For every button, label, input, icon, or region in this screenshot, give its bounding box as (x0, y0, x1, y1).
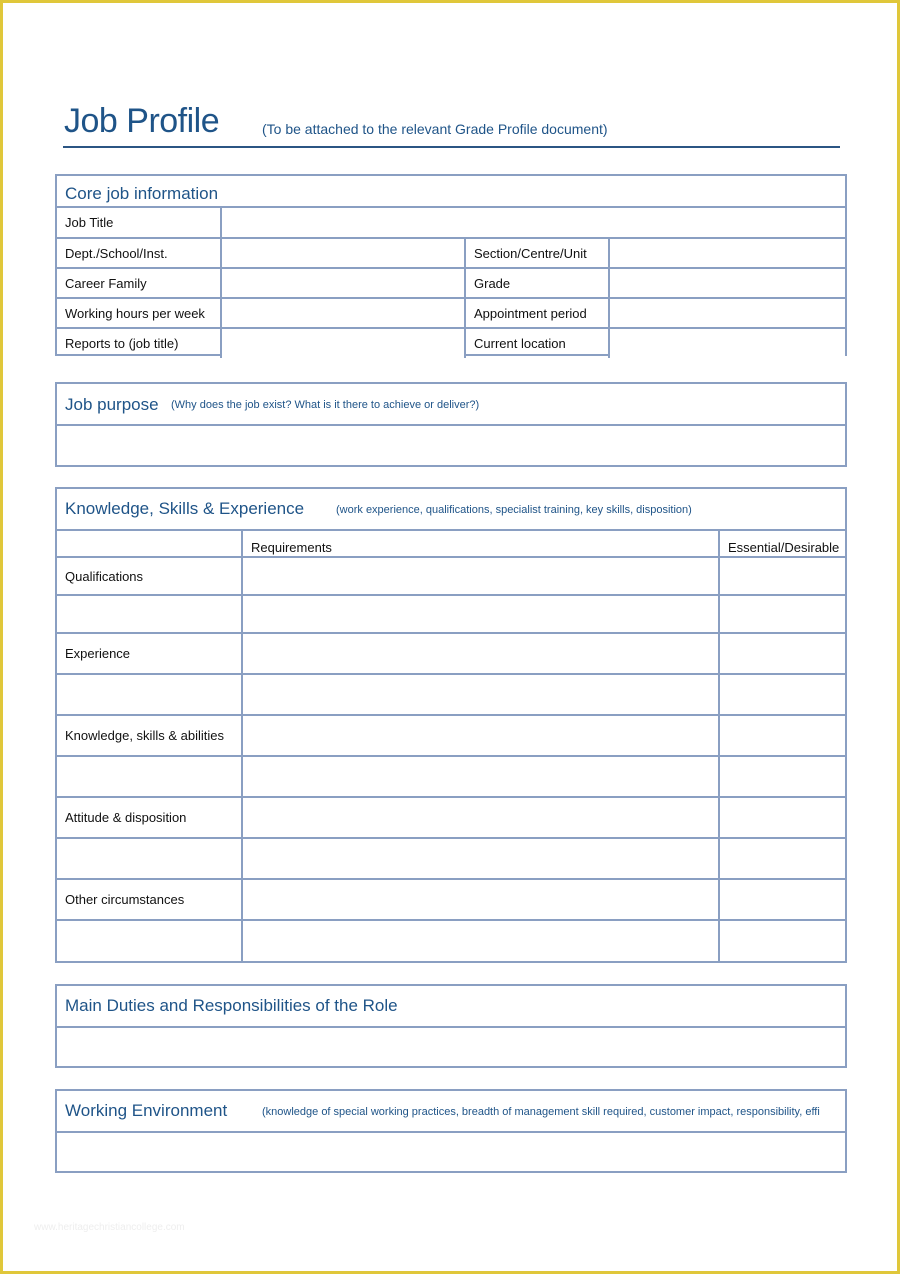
knowledge-extra-essential-field[interactable] (719, 756, 845, 797)
reports-to-label: Reports to (job title) (57, 328, 221, 358)
grade-label: Grade (465, 268, 609, 298)
working-environment-title: Working Environment (65, 1101, 228, 1120)
attitude-essential-field[interactable] (719, 797, 845, 838)
other-essential-field[interactable] (719, 879, 845, 920)
attitude-disposition-label: Attitude & disposition (57, 797, 242, 838)
grade-field[interactable] (609, 268, 845, 298)
column-header-essential-desirable: Essential/Desirable (719, 531, 845, 557)
qualifications-extra-essential-field[interactable] (719, 595, 845, 633)
column-header-empty (57, 531, 242, 557)
career-family-label: Career Family (57, 268, 221, 298)
other-extra-requirements-field[interactable] (242, 920, 719, 961)
knowledge-skills-header (57, 489, 845, 531)
working-hours-label: Working hours per week (57, 298, 221, 328)
working-hours-field[interactable] (221, 298, 465, 328)
experience-extra-field[interactable] (57, 674, 242, 715)
qualifications-extra-requirements-field[interactable] (242, 595, 719, 633)
table-row (57, 238, 845, 268)
table-row (57, 879, 845, 920)
qualifications-extra-field[interactable] (57, 595, 242, 633)
working-environment-hint: (knowledge of special working practices, breadth of management skill required, customer impact, responsibility, effi (262, 1106, 820, 1118)
watermark: www.heritagechristiancollege.com (34, 1222, 185, 1233)
main-duties-header (57, 986, 845, 1028)
table-row (57, 756, 845, 797)
experience-extra-requirements-field[interactable] (242, 674, 719, 715)
core-job-information-section (55, 174, 847, 356)
job-title-label: Job Title (57, 208, 221, 238)
table-row (57, 838, 845, 879)
job-purpose-hint: (Why does the job exist? What is it there to achieve or deliver?) (171, 399, 480, 411)
experience-extra-essential-field[interactable] (719, 674, 845, 715)
other-extra-field[interactable] (57, 920, 242, 961)
table-row (57, 797, 845, 838)
knowledge-extra-field[interactable] (57, 756, 242, 797)
job-purpose-field[interactable] (57, 426, 845, 465)
experience-requirements-field[interactable] (242, 633, 719, 674)
core-section-title: Core job information (65, 184, 219, 203)
attitude-extra-field[interactable] (57, 838, 242, 879)
main-duties-field[interactable] (57, 1028, 845, 1066)
dept-field[interactable] (221, 238, 465, 268)
column-header-requirements: Requirements (242, 531, 719, 557)
page-title: Job Profile (64, 102, 220, 140)
main-duties-section (55, 984, 847, 1068)
knowledge-skills-section (55, 487, 847, 963)
attitude-extra-requirements-field[interactable] (242, 838, 719, 879)
current-location-field[interactable] (609, 328, 845, 358)
qualifications-label: Qualifications (57, 557, 242, 595)
core-section-header (57, 176, 845, 208)
table-row (57, 298, 845, 328)
experience-label: Experience (57, 633, 242, 674)
knowledge-extra-requirements-field[interactable] (242, 756, 719, 797)
working-environment-section (55, 1089, 847, 1173)
current-location-label: Current location (465, 328, 609, 358)
table-row (57, 595, 845, 633)
knowledge-skills-abilities-label: Knowledge, skills & abilities (57, 715, 242, 756)
dept-label: Dept./School/Inst. (57, 238, 221, 268)
job-purpose-title: Job purpose (65, 395, 159, 414)
page-subtitle: (To be attached to the relevant Grade Profile document) (262, 121, 608, 137)
appointment-period-label: Appointment period (465, 298, 609, 328)
knowledge-skills-table (57, 531, 845, 961)
knowledge-essential-field[interactable] (719, 715, 845, 756)
knowledge-requirements-field[interactable] (242, 715, 719, 756)
table-row (57, 557, 845, 595)
qualifications-requirements-field[interactable] (242, 557, 719, 595)
table-row (57, 715, 845, 756)
section-field[interactable] (609, 238, 845, 268)
document-header (63, 100, 840, 148)
experience-essential-field[interactable] (719, 633, 845, 674)
knowledge-skills-title: Knowledge, Skills & Experience (65, 499, 305, 518)
job-purpose-section (55, 382, 847, 467)
working-environment-field[interactable] (57, 1133, 845, 1171)
working-environment-header (57, 1091, 845, 1133)
appointment-period-field[interactable] (609, 298, 845, 328)
table-row (57, 208, 845, 238)
core-info-table (57, 208, 845, 358)
table-row (57, 328, 845, 358)
table-row (57, 633, 845, 674)
career-family-field[interactable] (221, 268, 465, 298)
main-duties-title: Main Duties and Responsibilities of the Role (65, 996, 398, 1015)
job-purpose-header (57, 384, 845, 426)
reports-to-field[interactable] (221, 328, 465, 358)
qualifications-essential-field[interactable] (719, 557, 845, 595)
other-extra-essential-field[interactable] (719, 920, 845, 961)
table-row (57, 674, 845, 715)
table-row (57, 531, 845, 557)
section-label: Section/Centre/Unit (465, 238, 609, 268)
table-row (57, 920, 845, 961)
table-row (57, 268, 845, 298)
knowledge-skills-hint: (work experience, qualifications, specialist training, key skills, disposition) (336, 504, 692, 516)
other-circumstances-label: Other circumstances (57, 879, 242, 920)
other-requirements-field[interactable] (242, 879, 719, 920)
job-title-field[interactable] (221, 208, 845, 238)
attitude-extra-essential-field[interactable] (719, 838, 845, 879)
attitude-requirements-field[interactable] (242, 797, 719, 838)
